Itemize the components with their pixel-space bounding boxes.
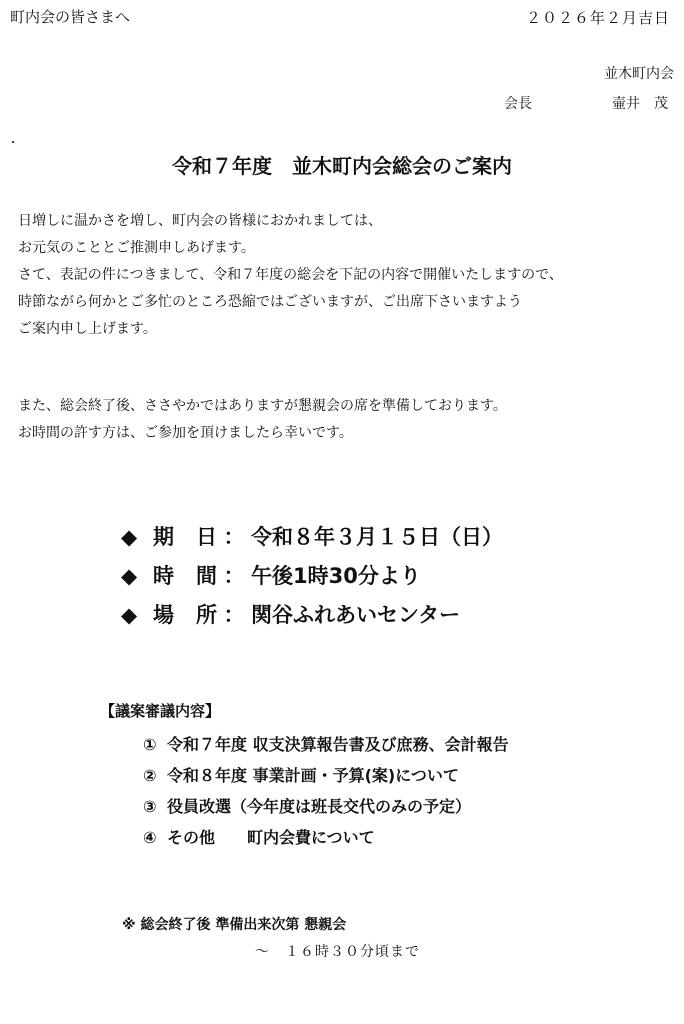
detail-separator: ： — [223, 603, 245, 627]
detail-label: 期 日 — [153, 525, 217, 549]
agenda-text: 令和８年度 事業計画・予算(案)について — [167, 766, 459, 785]
agenda-item — [143, 822, 509, 853]
social-paragraph — [18, 393, 507, 447]
social-note: ※ 総会終了後 準備出来次第 懇親会 — [122, 917, 347, 933]
detail-label: 時 間 — [153, 564, 217, 588]
agenda-text: その他 町内会費について — [167, 828, 375, 847]
intro-line: ご案内申し上げます。 — [18, 321, 157, 337]
stray-dot — [12, 141, 14, 143]
social-line: お時間の許す方は、ご参加を頂けましたら幸いです。 — [18, 425, 353, 441]
issue-date: ２０２６年２月吉日 — [525, 9, 670, 27]
organization-name: 並木町内会 — [604, 66, 674, 82]
intro-line: 日増しに温かさを増し、町内会の皆様におかれましては、 — [18, 213, 382, 229]
detail-separator: ： — [223, 564, 245, 588]
detail-row-time — [121, 557, 503, 596]
sender-role: 会長 — [504, 96, 532, 112]
agenda-number: ① — [143, 735, 157, 754]
diamond-bullet-icon: ◆ — [121, 525, 138, 549]
diamond-bullet-icon: ◆ — [121, 603, 138, 627]
agenda-text: 令和７年度 収支決算報告書及び庶務、会計報告 — [167, 735, 509, 754]
intro-line: さて、表記の件につきまして、令和７年度の総会を下記の内容で開催いたしますので、 — [18, 267, 563, 283]
addressee: 町内会の皆さまへ — [10, 8, 131, 26]
agenda-item — [143, 760, 509, 791]
agenda-number: ④ — [143, 828, 157, 847]
diamond-bullet-icon: ◆ — [121, 564, 138, 588]
agenda-item — [143, 791, 509, 822]
detail-label: 場 所 — [153, 603, 217, 627]
agenda-heading: 【議案審議内容】 — [100, 702, 221, 720]
agenda-text: 役員改選（今年度は班長交代のみの予定） — [167, 797, 472, 816]
agenda-number: ② — [143, 766, 157, 785]
detail-value: 令和８年３月１５日（日） — [251, 525, 503, 549]
detail-row-place — [121, 596, 503, 635]
sender-name: 壷井 茂 — [612, 96, 668, 112]
intro-line: お元気のこととご推測申しあげます。 — [18, 240, 255, 256]
detail-value: 関谷ふれあいセンター — [251, 603, 461, 627]
agenda-number: ③ — [143, 797, 157, 816]
detail-separator: ： — [223, 525, 245, 549]
document-title: 令和７年度 並木町内会総会のご案内 — [172, 154, 512, 178]
meeting-details — [121, 518, 503, 635]
detail-row-date — [121, 518, 503, 557]
agenda-list — [143, 729, 509, 853]
social-note-time: ～ １６時３０分頃まで — [255, 944, 420, 960]
social-line: また、総会終了後、ささやかではありますが懇親会の席を準備しております。 — [18, 398, 507, 414]
detail-value: 午後1時30分より — [251, 564, 421, 588]
agenda-item — [143, 729, 509, 760]
intro-paragraph — [18, 208, 563, 343]
intro-line: 時節ながら何かとご多忙のところ恐縮ではございますが、ご出席下さいますよう — [18, 294, 522, 310]
